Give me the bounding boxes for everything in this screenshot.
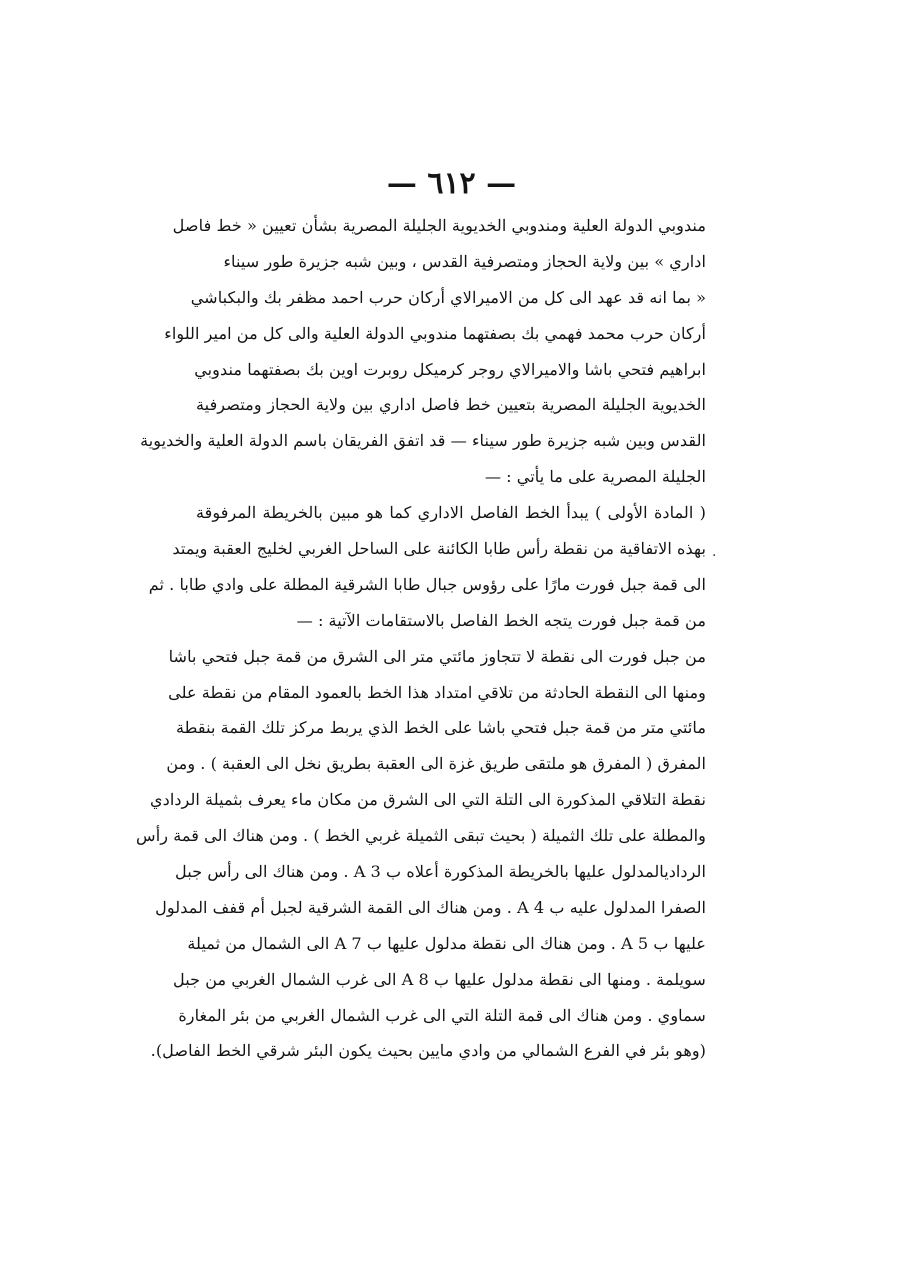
text-line: ومنها الى النقطة الحادثة من تلاقي امتداد هذا الخط بالعمود المقام من نقطة على — [168, 682, 706, 702]
text-line: نقطة التلاقي المذكورة الى التلة التي الى الشرق من مكان ماء يعرف بثميلة الردادي — [149, 790, 706, 810]
text-line: والمطلة على تلك الثميلة ( بحيث تبقى الثميلة غربي الخط ) . ومن هناك الى قمة رأس — [136, 826, 706, 846]
paragraph — [148, 495, 706, 639]
text-line: مندوبي الدولة العلية ومندوبي الخديوية الجليلة المصرية بشأن تعيين « خط فاصل — [172, 216, 706, 235]
text-line: اداري » بين ولاية الحجاز ومتصرفية القدس ، وبين شبه جزيرة طور سيناء — [223, 251, 706, 271]
text-line: مائتي متر من قمة جبل فتحي باشا على الخط الذي يربط مركز تلك القمة بنقطة — [175, 718, 706, 738]
paragraph — [136, 639, 706, 1070]
text-line: المفرق ( المفرق هو ملتقى طريق غزة الى العقبة بطريق نخل الى العقبة ) . ومن — [166, 754, 706, 774]
margin-mark: · — [712, 548, 717, 564]
text-line: عليها ب A 5 . ومن هناك الى نقطة مدلول عليها ب A 7 الى الشمال من ثميلة — [187, 933, 706, 953]
text-line: من قمة جبل فورت يتجه الخط الفاصل بالاستقامات الآتية : — — [296, 610, 706, 630]
text-line: (وهو بئر في الفرع الشمالي من وادي مايين بحيث يكون البئر شرقي الخط الفاصل). — [150, 1041, 706, 1061]
text-line: سويلمة . ومنها الى نقطة مدلول عليها ب A 8 الى غرب الشمال الغربي من جبل — [172, 969, 706, 989]
page-number: — ٦١٢ — — [386, 166, 517, 201]
text-line: أركان حرب محمد فهمي بك بصفتهما مندوبي الدولة العلية والى كل من امير اللواء — [164, 323, 706, 343]
text-line: « بما انه قد عهد الى كل من الاميرالاي أركان حرب احمد مظفر بك والبكباشي — [190, 287, 706, 307]
text-line: سماوي . ومن هناك الى قمة التلة التي الى غرب الشمال الغربي من بئر المغارة — [178, 1005, 706, 1025]
text-line: الى قمة جبل فورت مارًا على رؤوس جبال طابا الشرقية المطلة على وادي طابا . ثم — [148, 574, 706, 594]
text-line: الرداديالمدلول عليها بالخريطة المذكورة أعلاه ب A 3 . ومن هناك الى رأس جبل — [175, 862, 706, 882]
body-text — [136, 208, 706, 1069]
text-line: بهذه الاتفاقية من نقطة رأس طابا الكائنة على الساحل الغربي لخليج العقبة ويمتد — [172, 539, 706, 559]
text-line: القدس وبين شبه جزيرة طور سيناء — قد اتفق الفريقان باسم الدولة العلية والخديوية — [140, 431, 706, 451]
text-line: الجليلة المصرية على ما يأتي : — — [484, 467, 706, 487]
text-line: الصفرا المدلول عليه ب A 4 . ومن هناك الى القمة الشرقية لجبل أم قفف المدلول — [155, 897, 706, 917]
text-line: من جبل فورت الى نقطة لا تتجاوز مائتي متر الى الشرق من قمة جبل فتحي باشا — [168, 646, 706, 666]
text-line: ( المادة الأولى ) يبدأ الخط الفاصل الاداري كما هو مبين بالخريطة المرفوقة — [196, 503, 706, 523]
text-line: ابراهيم فتحي باشا والاميرالاي روجر كرميكل روبرت اوين بك بصفتهما مندوبي — [194, 359, 706, 379]
paragraph — [140, 280, 706, 495]
paragraph — [172, 208, 706, 280]
text-line: الخديوية الجليلة المصرية بتعيين خط فاصل اداري بين ولاية الحجاز ومتصرفية — [196, 395, 706, 415]
